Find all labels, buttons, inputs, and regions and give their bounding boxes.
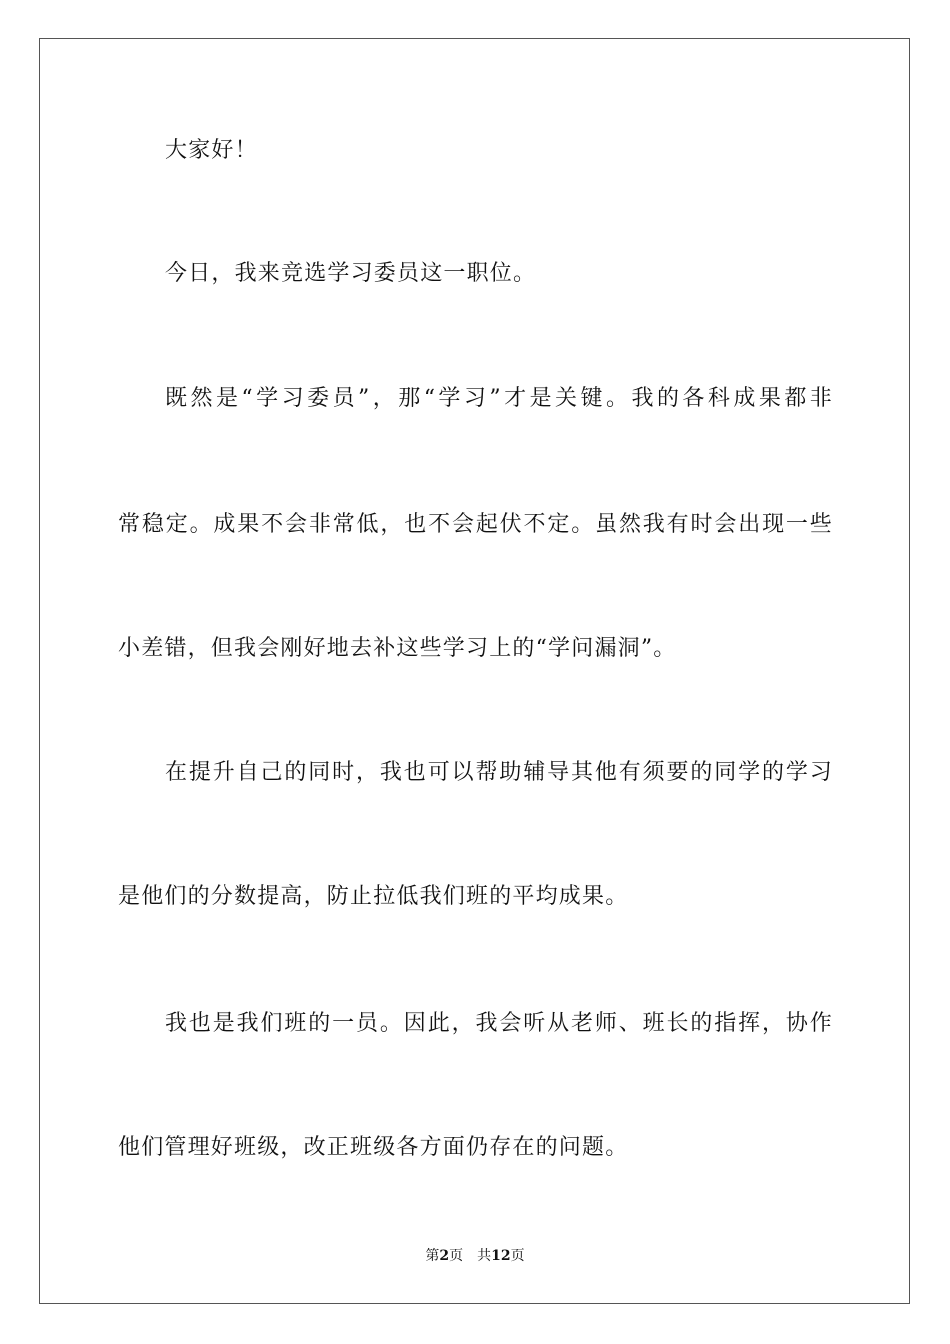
total-pages: 12 (491, 1248, 511, 1264)
total-suffix: 页 (510, 1248, 525, 1264)
total-prefix: 共 (477, 1248, 492, 1264)
paragraph-2-line-3: 小差错，但我会刚好地去补这些学习上的“学问漏洞”。 (118, 636, 677, 661)
paragraph-2-line-2: 常稳定。成果不会非常低，也不会起伏不定。虽然我有时会出现一些 (118, 512, 833, 537)
paragraph-2-line-1: 既然是“学习委员”，那“学习”才是关键。我的各科成果都非 (165, 386, 833, 411)
paragraph-1-line-1: 今日，我来竞选学习委员这一职位。 (165, 261, 537, 286)
page-frame (39, 38, 910, 1304)
page-suffix: 页 (449, 1248, 464, 1264)
paragraph-3-line-2: 是他们的分数提高，防止拉低我们班的平均成果。 (118, 884, 629, 909)
greeting-line: 大家好！ (165, 138, 258, 163)
paragraph-4-line-2: 他们管理好班级，改正班级各方面仍存在的问题。 (118, 1135, 629, 1160)
page-number: 2 (439, 1248, 450, 1264)
page-prefix: 第 (425, 1248, 440, 1264)
paragraph-3-line-1: 在提升自己的同时，我也可以帮助辅导其他有须要的同学的学习 (165, 760, 833, 785)
paragraph-4-line-1: 我也是我们班的一员。因此，我会听从老师、班长的指挥，协作 (165, 1011, 833, 1036)
page-footer (0, 1246, 950, 1266)
